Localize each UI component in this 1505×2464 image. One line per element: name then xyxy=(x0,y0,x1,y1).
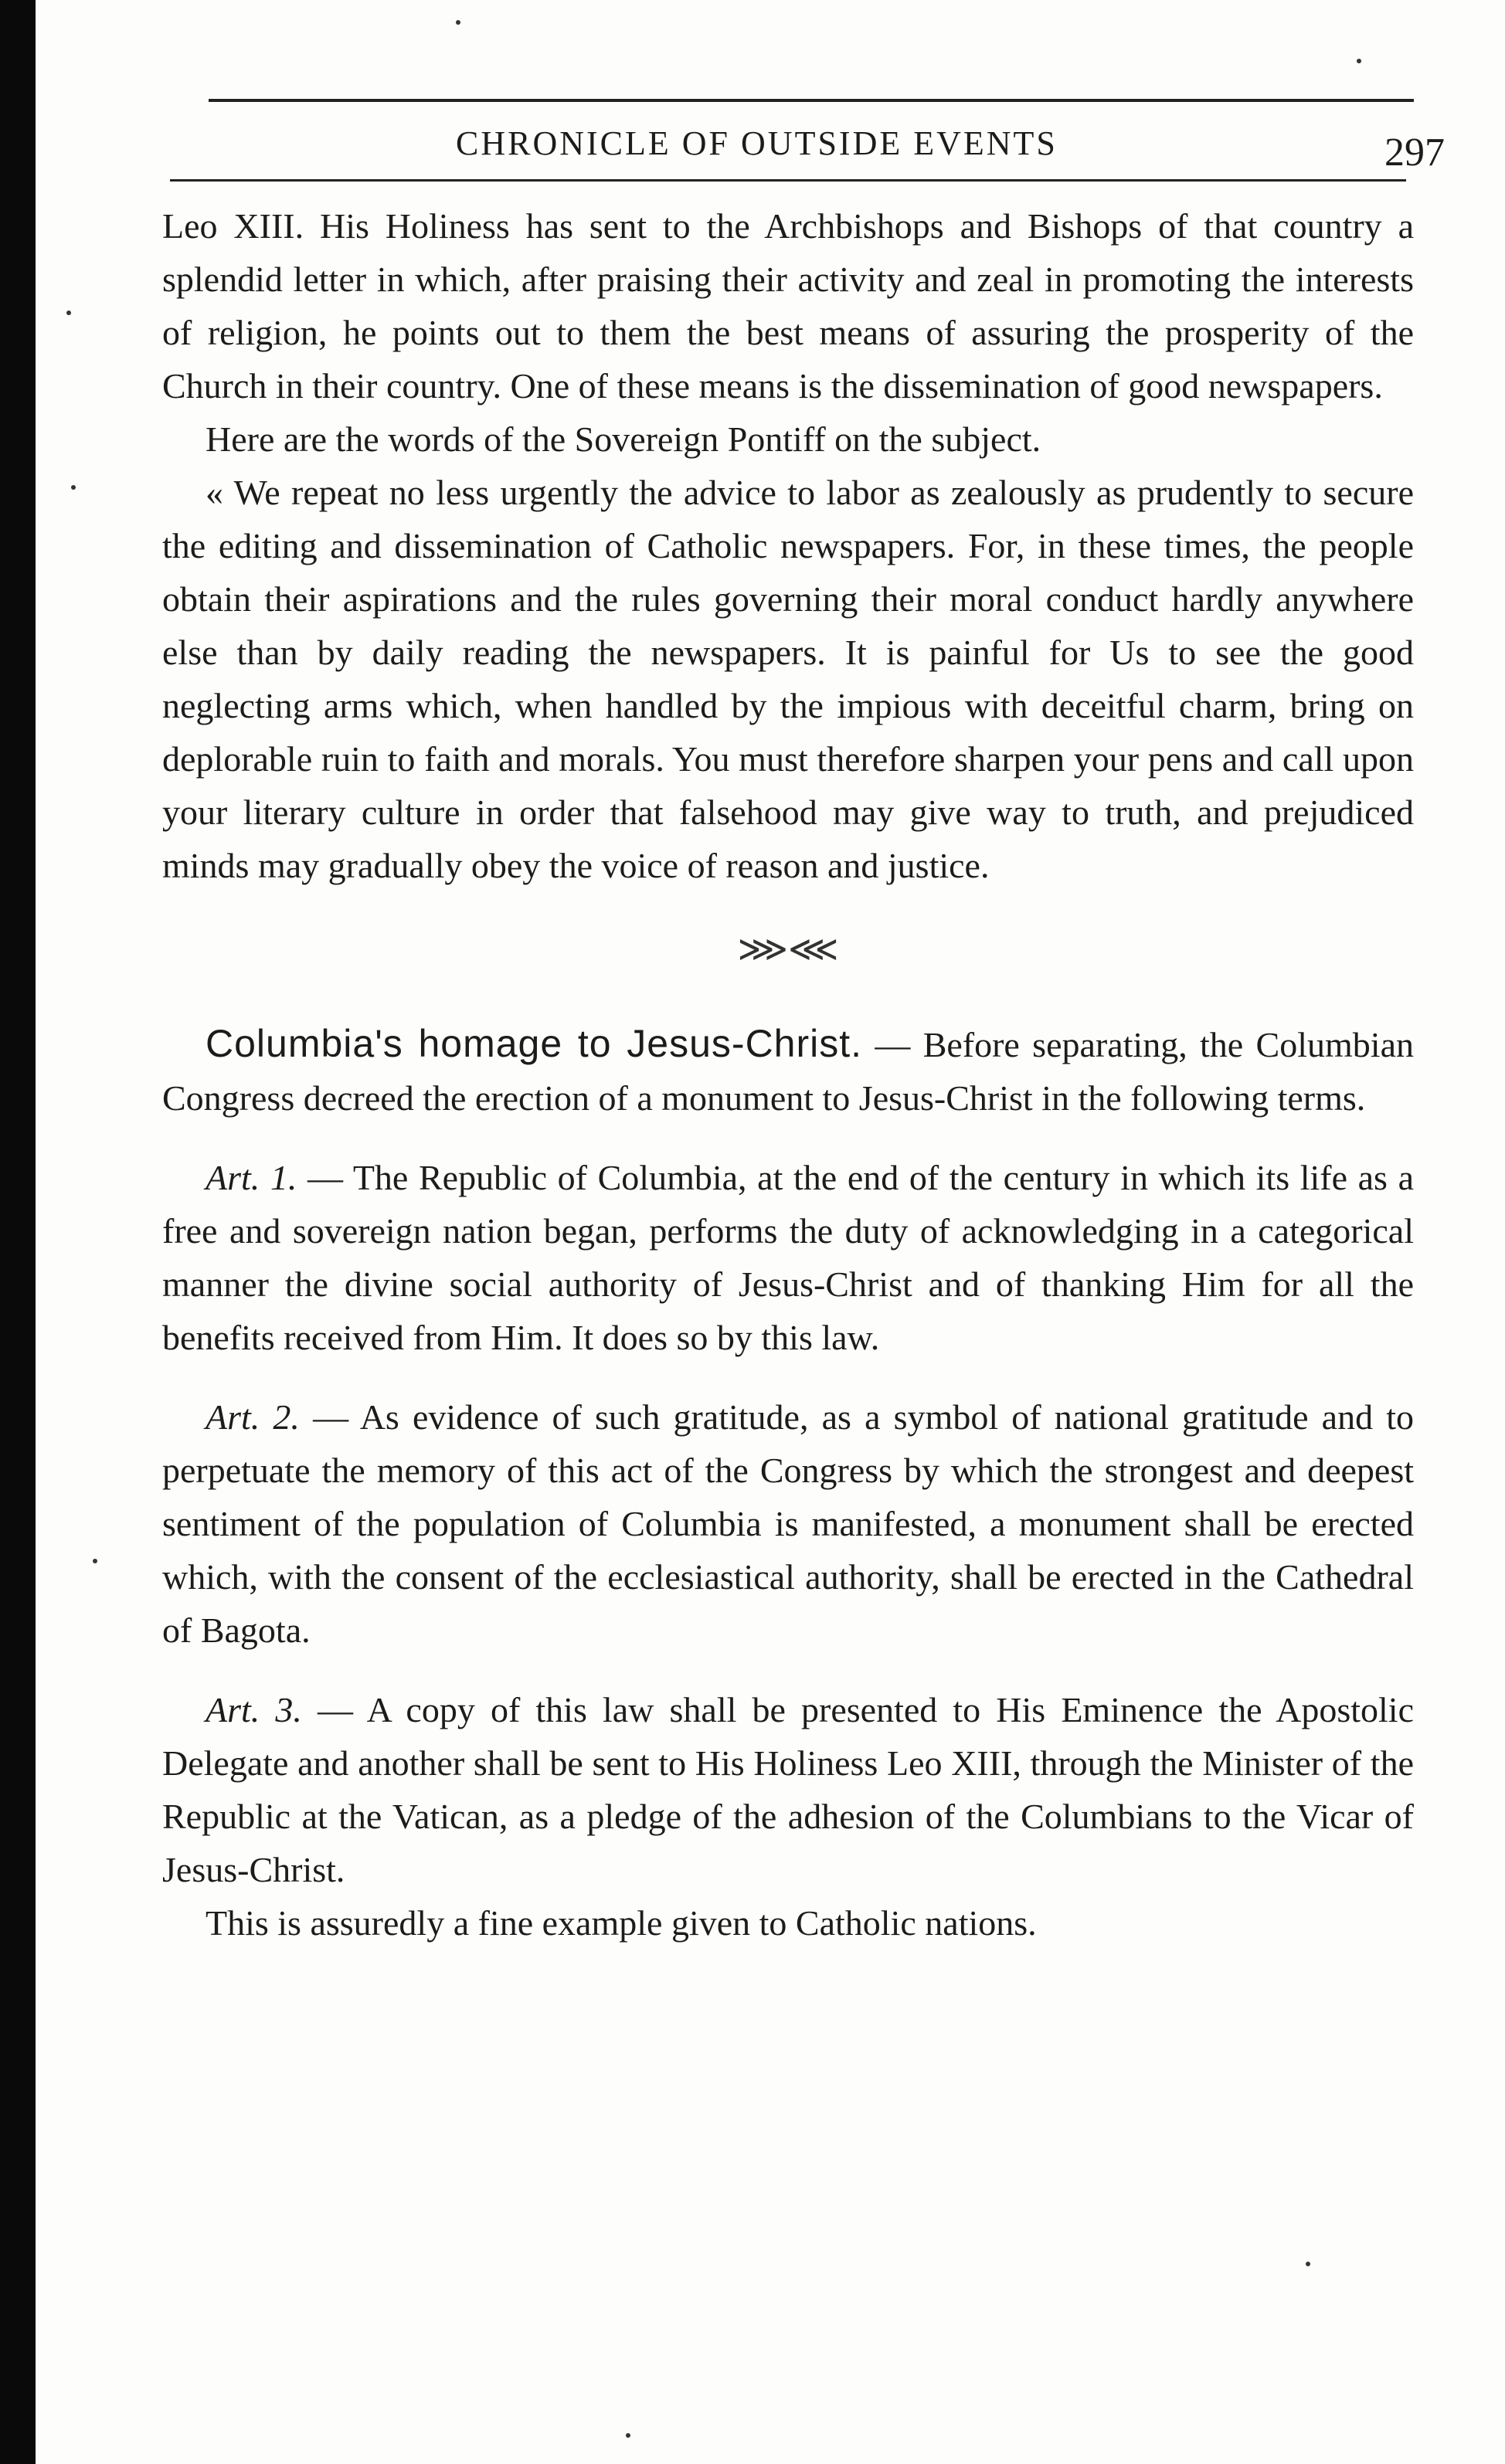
article-1 xyxy=(162,1151,1414,1364)
page-body xyxy=(162,199,1414,1950)
page-header xyxy=(162,124,1445,175)
speck xyxy=(66,311,71,315)
article-2-label: Art. 2. xyxy=(206,1397,300,1437)
closing-sentence: This is assuredly a fine example given to Catholic nations. xyxy=(206,1903,1037,1943)
section-heading: Columbia's homage to Jesus-Christ. xyxy=(206,1022,863,1065)
articles xyxy=(162,1151,1414,1896)
header-rule xyxy=(170,179,1406,182)
article-2 xyxy=(162,1390,1414,1657)
page-number: 297 xyxy=(1384,131,1445,175)
top-rule xyxy=(209,99,1414,102)
section-intro: — Before separating, the Columbian Congress decreed the erection of a monument to Jesus-Christ in the following terms. xyxy=(162,1025,1414,1118)
speck xyxy=(93,1559,97,1563)
speck xyxy=(456,20,460,25)
article-3 xyxy=(162,1683,1414,1896)
columbia-section xyxy=(162,1017,1414,1125)
speck xyxy=(1357,59,1361,63)
speck xyxy=(71,485,76,490)
speck xyxy=(1306,2262,1310,2266)
article-3-label: Art. 3. xyxy=(206,1690,302,1729)
article-1-text: — The Republic of Columbia, at the end of the century in which its life as a free and sovereign nation began, performs the duty of acknowledging in a categorical manner the divine social authority of Jesus-Christ and of thanking Him for all the benefits received from Him. It does so by this law. xyxy=(162,1158,1414,1357)
binding-edge xyxy=(0,0,36,2464)
paragraph-pontiff-words: Here are the words of the Sovereign Pontiff on the subject. xyxy=(206,419,1041,459)
section-ornament: ⋙⋘ xyxy=(737,929,839,969)
article-3-text: — A copy of this law shall be presented to His Eminence the Apostolic Delegate and another shall be sent to His Holiness Leo XIII, through the Minister of the Republic at the Vatican, as a pledge of the adhesion of the Columbians to the Vicar of Jesus-Christ. xyxy=(162,1690,1415,1889)
paragraph-leo-xiii: Leo XIII. His Holiness has sent to the Archbishops and Bishops of that country a splendid letter in which, after praising their activity and zeal in promoting the interests of religion, he points out to them the best means of assuring the prosperity of the Church in their country. One of these means is the dissemination of good newspapers. xyxy=(162,206,1414,406)
section-paragraph xyxy=(162,1017,1414,1125)
paragraph-quote: « We repeat no less urgently the advice to labor as zealously as prudently to secure the editing and dissemination of Catholic newspapers. For, in these times, the people obtain their aspirations and the rules governing their moral conduct hardly anywhere else than by daily reading the newspapers. It is painful for Us to see the good neglecting arms which, when handled by the impious with deceitful charm, bring on deplorable ruin to faith and morals. You must therefore sharpen your pens and call upon your literary culture in order that falsehood may give way to truth, and prejudiced minds may gradually obey the voice of reason and justice. xyxy=(162,473,1414,885)
running-head: CHRONICLE OF OUTSIDE EVENTS xyxy=(456,124,1058,162)
opening-block xyxy=(162,199,1414,892)
closing-block xyxy=(162,1896,1414,1950)
article-2-text: — As evidence of such gratitude, as a symbol of national gratitude and to perpetuate the memory of this act of the Congress by which the strongest and deepest sentiment of the population of Columbia is manifested, a monument shall be erected which, with the consent of the ecclesiastical authority, shall be erected in the Cathedral of Bagota. xyxy=(162,1397,1415,1650)
speck xyxy=(626,2433,630,2438)
article-1-label: Art. 1. xyxy=(206,1158,297,1197)
